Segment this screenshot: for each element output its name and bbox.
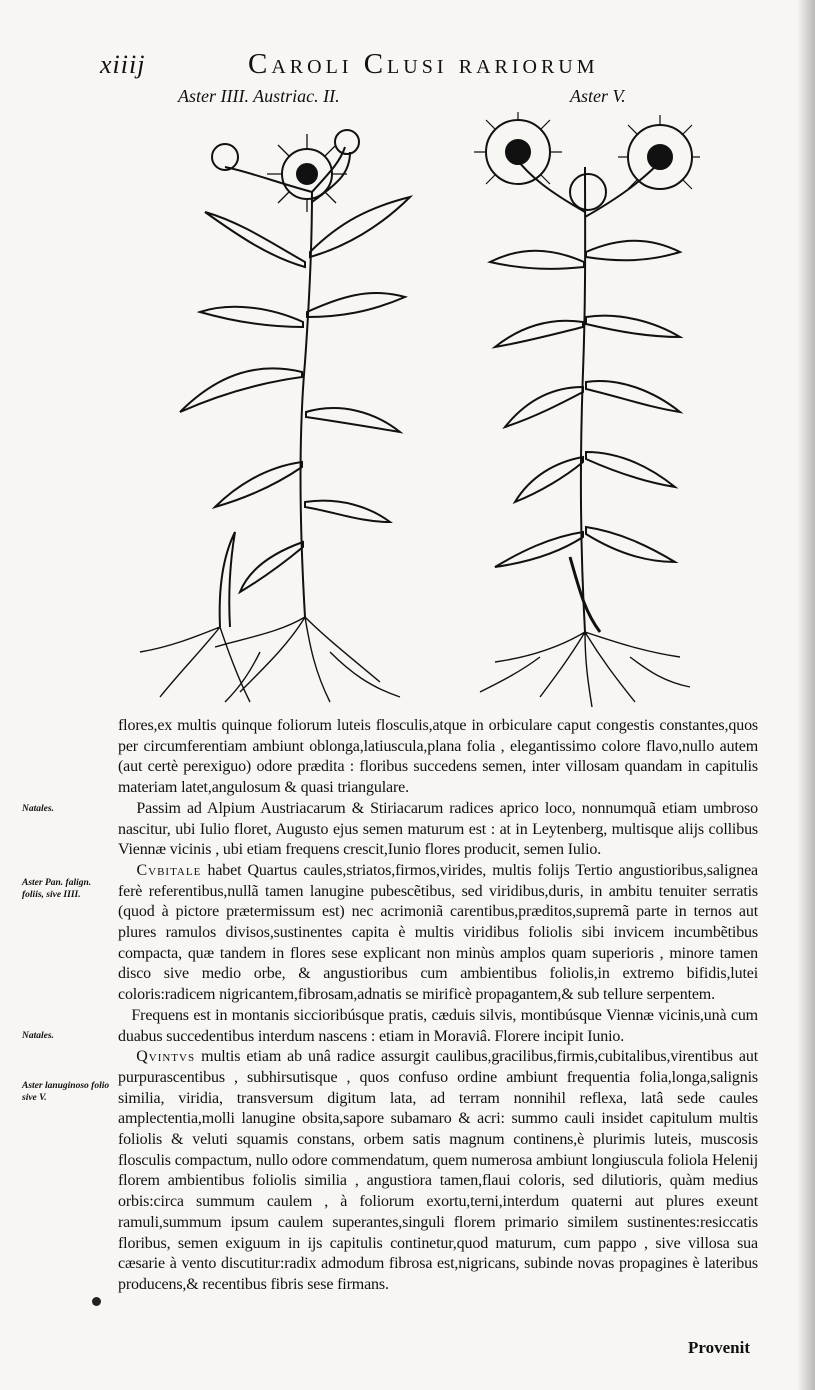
woodcut-plates	[100, 112, 700, 712]
figure-caption-aster-v: Aster V.	[570, 86, 626, 106]
paragraph-frequens	[118, 1006, 758, 1047]
paragraph-flores: flores,ex multis quinque foliorum luteis flosculis,atque in orbiculare caput congestis constantes,quos per circumferentiam ambiunt oblonga,latiuscula,plana folia , elegantissimo colore flavo,nullo autem (aut certè perexiguo) odore prædita : floribus succedens semen, inter villosam quandam in capitulis materiam latet,angulosum & quasi triangulare.	[118, 717, 758, 797]
figure-caption-aster-iiii: Aster IIII. Austriac. II.	[178, 86, 340, 106]
paragraph-passim	[118, 799, 758, 861]
paragraph-cubitale	[118, 861, 758, 1006]
folio-number: xiiij	[100, 50, 146, 79]
running-title: Caroli Clusi rariorum	[248, 48, 599, 80]
ink-blot	[92, 1297, 101, 1306]
margin-note-aster-lanuginoso: Aster lanuginoso folio sive V.	[22, 1081, 110, 1103]
body-text	[118, 716, 758, 1296]
paragraph-quintus-lead: Qvintvs	[136, 1048, 196, 1066]
margin-note-natales-2: Natales.	[22, 1031, 54, 1041]
paragraph-cubitale-text: habet Quartus caules,striatos,firmos,virides, multis folijs Tertio angustioribus,salignea ferè referentibus,nullã tamen lanugine pubescẽtibus, sed viridibus,duris, in ambitu tenuiter serratis (quod à pictore prætermissum est) nec acrimoniã carentibus,præditos,supremã parte in ternos aut plures ramulos divisos,sustinentes capita è multis viridibus foliolis sibi invicem incumbẽtibus compacta, quæ tandem in flores sese explicant non minùs amplos quam superioris , minore tamen disco sive medio orbe, & angustioribus cum ambientibus foliolis,in extremo bifidis,lutei coloris:radicem nigricantem,fibrosam,adnatis se mirificè propagantem,& sub tellure serpentem.	[118, 861, 758, 1004]
paragraph-cubitale-lead: Cvbitale	[136, 861, 202, 879]
woodcut-aster-v	[474, 112, 700, 707]
paragraph-quintus	[118, 1047, 758, 1295]
paragraph-passim-text: Passim ad Alpium Austriacarum & Stiriacarum radices aprico loco, nonnumquã etiam umbroso nascitur, ubi Iulio floret, Augusto ejus semen maturum est : at in Leytenberg, multisque alijs collibus Viennæ vicinis , ubi etiam frequens crescit,Iunio flores producit, semen Iulio.	[118, 799, 758, 859]
margin-note-aster-pan: Aster Pan. falign. foliis, sive IIII.	[22, 878, 92, 900]
page-edge-shadow	[797, 0, 815, 1390]
catchword: Provenit	[688, 1338, 751, 1357]
paragraph-frequens-text: Frequens est in montanis siccioribúsque pratis, cæduis silvis, montibúsque Viennæ vicinis,unà cum duabus succedentibus interdum nascens : etiam in Moraviâ. Florere incipit Iunio.	[118, 1006, 758, 1045]
woodcut-aster-iiii	[140, 130, 410, 702]
paragraph-quintus-text: multis etiam ab unâ radice assurgit caulibus,gracilibus,firmis,cubitalibus,virentibus aut purpurascentibus , subhirsutisque , quos confuso ordine ambiunt frequentia folia,longa,salignis similia, viridia, transversum digitum lata, ad terram nonnihil reflexa, latâ sede caules amplectentia,molli lanugine obsita,sapore subamaro & acri: summo cauli insidet capitulum multis foliolis & veluti squamis constans, orbem satis magnum continens,è plurimis luteis, muscosis flosculis compactum, nullo odore commendatum, quem numerosa ambiunt longiuscula foliola Helenij florem ambientibus foliolis similia , angustiora tamen,flaui coloris, sed dilutioris, quàm medius orbis:circa summum caulem , à foliorum exortu,terni,interdum quaterni aut plures exeunt ramuli,summum ipsum caulem superantes,singuli florem primario similem sustinentes:resiccatis floribus, semen exiguum in ijs capitulis continetur,quod maturum, cum pappo , sive villosa sua cæsarie à vento discutitur:radix admodum fibrosa est,nigricans, subinde novas propagines è lateribus producens,& recentibus fibris sese firmans.	[118, 1048, 758, 1293]
margin-note-natales: Natales.	[22, 804, 54, 814]
